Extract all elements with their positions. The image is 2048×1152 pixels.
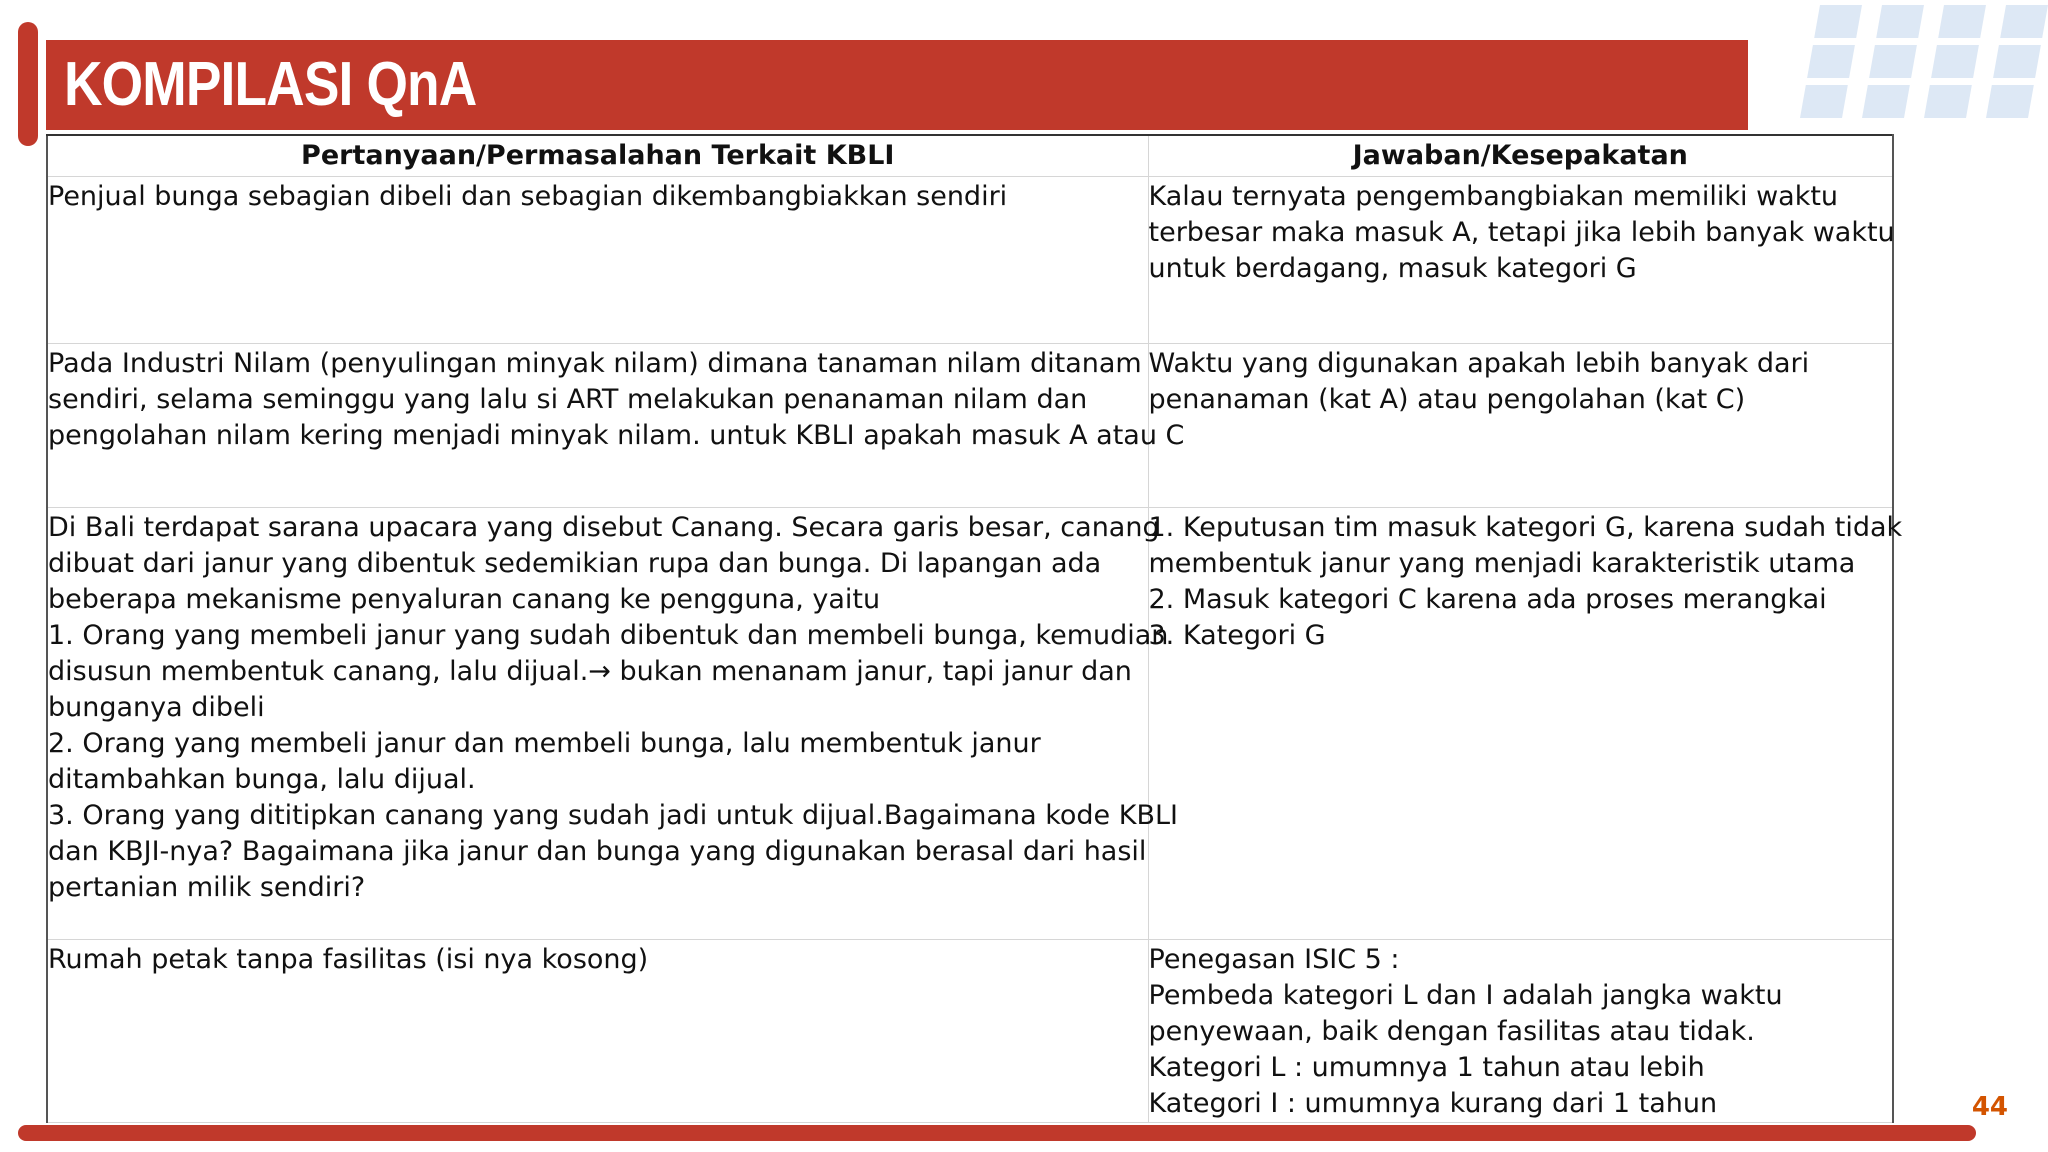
left-accent-bar — [18, 22, 38, 146]
bottom-accent-bar — [18, 1125, 1976, 1141]
answer-line: Kategori L : umumnya 1 tahun atau lebih — [1148, 1052, 1705, 1083]
answer-cell — [1148, 177, 1893, 344]
table-row — [47, 344, 1893, 508]
answer-line: Penegasan ISIC 5 : — [1148, 944, 1400, 975]
answer-line: Kategori I : umumnya kurang dari 1 tahun — [1148, 1088, 1718, 1119]
page-number: 44 — [1971, 1092, 2008, 1122]
answer-line: Waktu yang digunakan apakah lebih banyak dari — [1148, 348, 1810, 379]
question-line: Di Bali terdapat sarana upacara yang disebut Canang. Secara garis besar, canang — [48, 512, 1160, 543]
question-line: 2. Orang yang membeli janur dan membeli bunga, lalu membentuk janur — [48, 728, 1041, 759]
question-line: beberapa mekanisme penyaluran canang ke pengguna, yaitu — [48, 584, 881, 615]
answer-line: 1. Keputusan tim masuk kategori G, karena sudah tidak — [1148, 512, 1903, 543]
table-header-row — [47, 135, 1893, 177]
answer-line: 3. Kategori G — [1148, 620, 1326, 651]
question-line: sendiri, selama seminggu yang lalu si ART melakukan penanaman nilam dan — [48, 384, 1088, 415]
answer-cell — [1148, 940, 1893, 1123]
question-line: dibuat dari janur yang dibentuk sedemikian rupa dan bunga. Di lapangan ada — [48, 548, 1102, 579]
qna-table — [46, 134, 1903, 1123]
question-line: disusun membentuk canang, lalu dijual.→ bukan menanam janur, tapi janur dan — [48, 656, 1132, 687]
header-answer: Jawaban/Kesepakatan — [1148, 135, 1893, 177]
answer-line: penanaman (kat A) atau pengolahan (kat C) — [1148, 384, 1746, 415]
slide-title: KOMPILASI QnA — [64, 50, 477, 119]
question-cell — [47, 177, 1148, 344]
question-line: Rumah petak tanpa fasilitas (isi nya kosong) — [48, 944, 649, 975]
answer-line: penyewaan, baik dengan fasilitas atau tidak. — [1148, 1016, 1755, 1047]
question-line: Pada Industri Nilam (penyulingan minyak nilam) dimana tanaman nilam ditanam — [48, 348, 1142, 379]
logo-watermark-icon — [1800, 0, 2048, 125]
question-line: bunganya dibeli — [48, 692, 265, 723]
answer-line: 2. Masuk kategori C karena ada proses merangkai — [1148, 584, 1827, 615]
table-row — [47, 177, 1893, 344]
answer-line: Pembeda kategori L dan I adalah jangka waktu — [1148, 980, 1783, 1011]
question-line: 3. Orang yang dititipkan canang yang sudah jadi untuk dijual.Bagaimana kode KBLI — [48, 800, 1178, 831]
question-cell — [47, 344, 1185, 508]
question-cell — [47, 940, 1148, 1123]
answer-line: membentuk janur yang menjadi karakteristik utama — [1148, 548, 1856, 579]
header-question: Pertanyaan/Permasalahan Terkait KBLI — [47, 135, 1148, 177]
answer-cell — [1148, 508, 1903, 940]
question-line: ditambahkan bunga, lalu dijual. — [48, 764, 476, 795]
answer-cell — [1148, 344, 1893, 508]
question-line: dan KBJI-nya? Bagaimana jika janur dan bunga yang digunakan berasal dari hasil — [48, 836, 1147, 867]
question-line: pengolahan nilam kering menjadi minyak nilam. untuk KBLI apakah masuk A atau C — [48, 420, 1185, 451]
question-cell — [47, 508, 1178, 940]
table-row — [47, 940, 1893, 1123]
question-line: 1. Orang yang membeli janur yang sudah dibentuk dan membeli bunga, kemudian — [48, 620, 1169, 651]
title-banner — [46, 40, 1748, 130]
answer-line: terbesar maka masuk A, tetapi jika lebih banyak waktu — [1148, 217, 1895, 248]
answer-line: untuk berdagang, masuk kategori G — [1148, 253, 1637, 284]
question-line: Penjual bunga sebagian dibeli dan sebagian dikembangbiakkan sendiri — [48, 181, 1008, 212]
table-row — [47, 508, 1893, 940]
answer-line: Kalau ternyata pengembangbiakan memiliki waktu — [1148, 181, 1839, 212]
question-line: pertanian milik sendiri? — [48, 872, 366, 903]
